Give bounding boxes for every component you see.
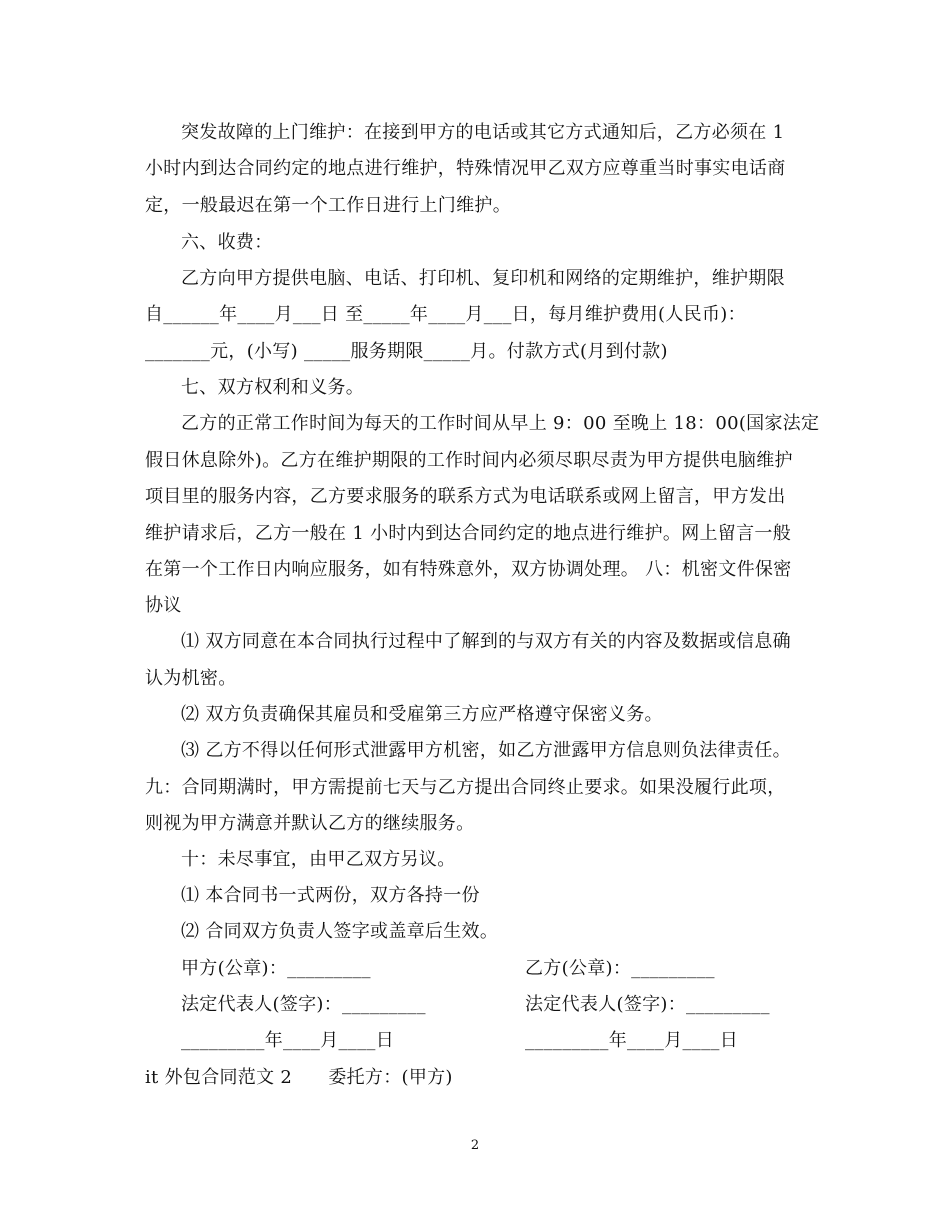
text-line: 认为机密。 <box>145 668 237 689</box>
section-heading: 十：未尽事宜，由甲乙双方另议。 <box>181 849 456 870</box>
text-line: 假日休息除外)。乙方在维护期限的工作时间内必须尽职尽责为甲方提供电脑维护 <box>145 450 793 471</box>
party-b-representative: 法定代表人(签字)：_________ <box>525 994 770 1015</box>
text-line: ⑶ 乙方不得以任何形式泄露甲方机密，如乙方泄露甲方信息则负法律责任。 <box>181 740 791 761</box>
text-line: _______元，(小写) _____服务期限_____月。付款方式(月到付款) <box>145 341 668 362</box>
text-line: 自______年____月___日 至_____年____月___日，每月维护费用(人民币)： <box>145 304 746 325</box>
section-heading: 七、双方权利和义务。 <box>181 377 364 398</box>
party-a-seal: 甲方(公章)：_________ <box>181 958 371 979</box>
text-line: ⑴ 双方同意在本合同执行过程中了解到的与双方有关的内容及数据或信息确 <box>181 631 791 652</box>
text-line: 突发故障的上门维护：在接到甲方的电话或其它方式通知后，乙方必须在 1 <box>181 122 785 143</box>
text-line: ⑴ 本合同书一式两份，双方各持一份 <box>181 885 480 906</box>
text-line: 九：合同期满时，甲方需提前七天与乙方提出合同终止要求。如果没履行此项， <box>145 777 786 798</box>
text-line: 定，一般最迟在第一个工作日进行上门维护。 <box>145 195 511 216</box>
party-a-date: _________年____月____日 <box>181 1030 394 1051</box>
text-line: 小时内到达合同约定的地点进行维护，特殊情况甲乙双方应尊重当时事实电话商 <box>145 158 786 179</box>
text-line: 项目里的服务内容，乙方要求服务的联系方式为电话联系或网上留言，甲方发出 <box>145 486 786 507</box>
page-number: 2 <box>470 1138 480 1153</box>
text-line: ⑵ 合同双方负责人签字或盖章后生效。 <box>181 921 499 942</box>
section-heading: 六、收费： <box>181 232 273 253</box>
party-b-seal: 乙方(公章)：_________ <box>525 958 715 979</box>
party-a-representative: 法定代表人(签字)：_________ <box>181 994 426 1015</box>
text-line: ⑵ 双方负责确保其雇员和受雇第三方应严格遵守保密义务。 <box>181 704 663 725</box>
party-b-date: _________年____月____日 <box>525 1030 738 1051</box>
text-line: 乙方向甲方提供电脑、电话、打印机、复印机和网络的定期维护，维护期限 <box>181 268 785 289</box>
text-line: 在第一个工作日内响应服务，如有特殊意外，双方协调处理。 八：机密文件保密 <box>145 559 792 580</box>
text-line: 乙方的正常工作时间为每天的工作时间从早上 9：00 至晚上 18：00(国家法定 <box>181 413 820 434</box>
text-line: 则视为甲方满意并默认乙方的继续服务。 <box>145 813 475 834</box>
text-line: 协议 <box>145 595 182 616</box>
text-line: it 外包合同范文 2 委托方：(甲方) <box>145 1067 453 1088</box>
text-line: 维护请求后，乙方一般在 1 小时内到达合同约定的地点进行维护。网上留言一般 <box>145 523 791 544</box>
